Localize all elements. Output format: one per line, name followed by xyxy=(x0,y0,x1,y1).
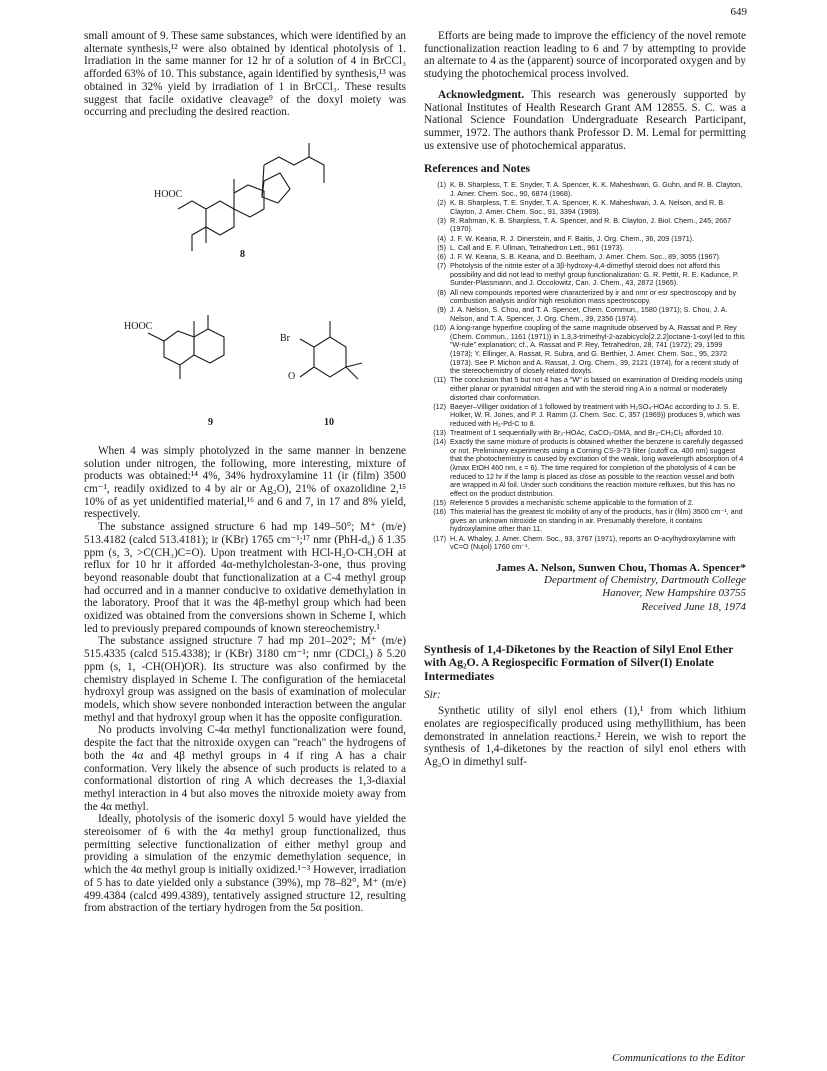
reference-text: Photolysis of the nitrite ester of a 3β-hydroxy-4,4-dimethyl steroid does not afford this possibility and did not lead to methyl group functionalization: G. R. Pettit, R. E. Kadunce, P. Sunder-Plassmann, and J. Occolowitz, Can. J. Chem., 43, 2872 (1965). xyxy=(450,261,739,288)
right-intro-paragraph: Efforts are being made to improve the efficiency of the novel remote functionalization reaction leading to 6 and 7 by attempting to provide an alternate to 4 as the (apparent) source of incorporated oxygen and by studying the photochemical process involved. xyxy=(424,30,746,81)
left-paragraph-2: The substance assigned structure 6 had mp 149–50°; M⁺ (m/e) 513.4182 (calcd 513.4181); ir (KBr) 1765 cm⁻¹;¹⁷ nmr (PhH-d₆) δ 1.35 ppm (s, 3, >C(CH₃)C=O). Upon treatment with HCl-H₂O-CH₃OH at reflux for 10 hr it afforded 4α-methylcholestan-3-one, thus proving beyond reasonable doubt that functionalization at a C-4 methyl group had occurred and in a manner conducive to oxidative demethylation in the laboratory. Proof that it was the 4β-methyl group which had been oxidized was obtained from the conversions shown in Scheme I, which led to previously prepared compounds of known stereochemistry.¹ xyxy=(84,521,406,635)
reference-item xyxy=(424,306,746,323)
article-title: Synthesis of 1,4-Diketones by the Reaction of Silyl Enol Ether with Ag₂O. A Regiospecific Formation of Silver(I) Enolate Intermediates xyxy=(424,641,734,683)
reference-text: Treatment of 1 sequentially with Br₂-HOAc, CaCO₃-DMA, and Br₂-CH₂Cl₂ afforded 10. xyxy=(450,428,724,438)
reference-item xyxy=(424,508,746,534)
reference-number: (17) xyxy=(433,533,446,543)
reference-number: (13) xyxy=(433,428,446,438)
compound-label-8: 8 xyxy=(240,248,245,260)
reference-text: The conclusion that 5 but not 4 has a "W" is based on examination of Dreiding models using either planar or pyramidal nitrogen and with the steroid ring A in a normal or moderately distorted chair conformation. xyxy=(450,375,743,402)
side-chain-8 xyxy=(264,157,324,183)
ring-d-8 xyxy=(262,173,290,203)
ring-c-8 xyxy=(234,185,264,217)
reference-number: (12) xyxy=(433,401,446,411)
left-paragraph-4: No products involving C-4α methyl functionalization were found, despite the fact that the nitroxide oxygen can "reach" the hydrogens of both the 4α and 4β methyl groups in 4 if ring A has a chair conformation. Very likely the absence of such products is related to a conformational distortion of ring A which decreases the 1,3-diaxial methyl interaction in 4 but also moves the nitroxide moiety away from the 4α methyl. xyxy=(84,724,406,813)
ring-9b xyxy=(194,329,224,363)
reference-number: (14) xyxy=(433,437,446,447)
ring-10 xyxy=(314,337,346,377)
reference-number: (5) xyxy=(437,242,446,252)
left-paragraph-3: The substance assigned structure 7 had mp 201–202°; M⁺ (m/e) 515.4335 (calcd 515.4338); ir (KBr) 3180 cm⁻¹; nmr (CDCl₃) δ 5.20 ppm (s, 1, -CH(OH)OR). Its structure was also confirmed by the chemistry displayed in Scheme I. The configuration of the hemiacetal hydroxyl group was assigned on the basis of examination of molecular models, which show severe nonbonded interaction between the angular methyl and that hydroxyl group when it has the opposite configuration. xyxy=(84,635,406,724)
reference-number: (7) xyxy=(437,261,446,271)
reference-text: All new compounds reported were characterized by ir and nmr or esr spectroscopy and by combustion analysis and/or high resolution mass spectroscopy. xyxy=(450,287,737,306)
structure-drawing xyxy=(84,121,406,441)
reference-text: H. A. Whaley, J. Amer. Chem. Soc., 93, 3767 (1971), reports an O-acylhydroxylamine with νC=O (Nujol) 1760 cm⁻¹. xyxy=(450,533,736,552)
reference-text: A long-range hyperfine coupling of the same magnitude observed by A. Rassat and P. Rey (Chem. Commun., 1161 (1971)) in 1,3,3-trimethyl-2-azabicyclo[2.2.2]octane-1-oxyl led to this "W-rule" explanation; cf., A. Rassat and P. Rey, Tetrahedron, 28, 741 (1972); 29, 1599 (1973); Y. Ellinger, A. Rassat, R. Subra, and G. Berthier, J. Amer. Chem. Soc., 95, 2372 (1973). See P. Michon and A. Rassat, J. Org. Chem., 39, 2121 (1974), for a recent study of the stereochemistry of closely related doxyls. xyxy=(450,323,745,376)
br-label: Br xyxy=(280,332,290,344)
ring-9a xyxy=(164,331,194,365)
salutation: Sir: xyxy=(424,689,441,702)
acknowledgment-heading: Acknowledgment. xyxy=(438,88,525,101)
left-paragraph-5: Ideally, photolysis of the isomeric doxyl 5 would have yielded the stereoisomer of 6 with the 4α methyl group functionalized, thus permitting selective functionalization of either methyl group and providing a simulation of the enzymic demethylation sequence, in which the 4α methyl group is initially oxidized.¹⁻³ However, irradiation of 5 has to date yielded only a substance (39%), mp 78–82°, M⁺ (m/e) 499.4384 (calcd 499.4389), tentatively assigned structure 12, resulting from abstraction of the tertiary hydrogen from the 5α position. xyxy=(84,813,406,915)
reference-item xyxy=(424,181,746,198)
reference-number: (9) xyxy=(437,305,446,315)
reference-number: (8) xyxy=(437,287,446,297)
reference-number: (2) xyxy=(437,198,446,208)
references-heading: References and Notes xyxy=(424,162,531,176)
acknowledgment-text: This research was generously supported by National Institutes of Health Research Grant AM 12855. S. C. was a National Science Foundation Undergraduate Research Participant, summer, 1972. The authors thank Professor D. M. Lemal for permitting us extensive use of photochemical apparatus. xyxy=(424,88,746,152)
reference-item xyxy=(424,217,746,234)
reference-item xyxy=(424,535,746,552)
hooc-label-8: HOOC xyxy=(154,188,183,200)
reference-text: R. Rahman, K. B. Sharpless, T. A. Spencer, and R. B. Clayton, J. Biol. Chem., 245, 2667 (1970). xyxy=(450,215,732,234)
hooc-label-9: HOOC xyxy=(124,320,153,332)
reference-number: (11) xyxy=(433,375,446,385)
left-paragraph-1: When 4 was simply photolyzed in the same manner in benzene solution under nitrogen, the following, more interesting, mixture of products was obtained:¹⁴ 4%, 34% hydroxylamine 11 (ir (film) 3500 cm⁻¹, readily oxidized to 4 by air or Ag₂O), 21% of oxazolidine 2,¹⁵ 10% of as yet unidentified material,¹⁶ and 6 and 7, in 17 and 8% yield, respectively. xyxy=(84,444,406,521)
reference-number: (10) xyxy=(433,323,446,333)
reference-text: L. Call and E. F. Ullman, Tetrahedron Lett., 961 (1973). xyxy=(450,242,625,252)
reference-item xyxy=(424,262,746,288)
reference-text: Reference 5 provides a mechanistic scheme applicable to the formation of 2. xyxy=(450,498,694,508)
left-column xyxy=(84,30,406,915)
reference-text: J. F. W. Keana, S. B. Keana, and D. Beetham, J. Amer. Chem. Soc., 89, 3055 (1967). xyxy=(450,252,721,262)
reference-item xyxy=(424,199,746,216)
compound-label-9: 9 xyxy=(208,416,213,428)
reference-number: (15) xyxy=(433,498,446,508)
reference-number: (6) xyxy=(437,252,446,262)
reference-item xyxy=(424,324,746,376)
received-date: Received June 18, 1974 xyxy=(641,600,746,613)
reference-text: Baeyer–Villiger oxidation of 1 followed by treatment with H₂SO₄-HOAc according to J. S. E. Holker, W. R. Jones, and P. J. Ramm (J. Chem. Soc. C, 357 (1969)) produces 9, which was reduced with H₂-Pd-C to 8. xyxy=(450,401,741,428)
page-footer: Communications to the Editor xyxy=(612,1052,745,1064)
reference-item xyxy=(424,376,746,402)
reference-number: (3) xyxy=(437,215,446,225)
o-label: O xyxy=(288,370,296,382)
references-list xyxy=(424,181,746,551)
author-names: James A. Nelson, Sunwen Chou, Thomas A. Spencer* xyxy=(495,561,746,574)
ring-b-8 xyxy=(206,201,234,235)
right-column xyxy=(424,30,746,769)
reference-number: (16) xyxy=(433,507,446,517)
reference-text: K. B. Sharpless, T. E. Snyder, T. A. Spencer, K. K. Maheshwari, J. A. Nelson, and R. B. Clayton, J. Amer. Chem. Soc., 91, 3394 (1969). xyxy=(450,198,725,216)
page-number: 649 xyxy=(730,6,747,18)
chemical-structures xyxy=(84,121,406,441)
compound-label-10: 10 xyxy=(324,416,334,428)
reference-item xyxy=(424,438,746,498)
reference-item xyxy=(424,289,746,306)
article-body-paragraph: Synthetic utility of silyl enol ethers (1),¹ from which lithium enolates are regiospecifically produced using methyllithium, has been demonstrated in annelation reactions.² Herein, we wish to report the synthesis of 1,4-diketones by the reaction of silyl enol ethers with Ag₂O in dimethyl sulf- xyxy=(424,705,746,769)
affiliation-location: Hanover, New Hampshire 03755 xyxy=(602,586,746,599)
reference-number: (4) xyxy=(437,233,446,243)
affiliation-department: Department of Chemistry, Dartmouth College xyxy=(544,573,746,586)
reference-text: This material has the greatest tlc mobility of any of the products, has ir (film) 3500 cm⁻¹, and gives an unknown nitroxide on standing in air. Presumably therefore, it contains hydroxylamine other than 11. xyxy=(450,507,743,534)
reference-text: J. A. Nelson, S. Chou, and T. A. Spencer, Chem. Commun., 1580 (1971); S. Chou, J. A. Nelson, and T. A. Spencer, J. Org. Chem., 39, 2356 (1974). xyxy=(450,305,728,323)
reference-text: J. F. W. Keana, R. J. Dinerstein, and F. Baitis, J. Org. Chem., 36, 209 (1971). xyxy=(450,233,695,243)
reference-text: Exactly the same mixture of products is obtained whether the benzene is carefully degassed or not. Preliminary experiments using a Corning CS-3-73 filter (cutoff ca. 400 nm) suggest that the photochemistry is caused by excitation of the weak, long wavelength absorption of 4 (λmax EtOH 460 nm, ε = 6). The time required for completion of the photolysis of 4 can be reduced to 12 hr if the lamp is placed as close as possible to the reaction vessel and both are wrapped in Al foil. Under such conditions the reaction mixture refluxes, but this has no effect on the product distribution. xyxy=(450,437,744,498)
reference-number: (1) xyxy=(437,180,446,190)
reference-item xyxy=(424,403,746,429)
acknowledgment-paragraph xyxy=(424,89,746,153)
left-top-paragraph: small amount of 9. These same substances, which were identified by an alternate synthesis,¹² were also obtained by identical photolysis of 1. Irradiation in the same manner for 12 hr of a solution of 4 in BrCCl₃ afforded 63% of 10. This substance, again identified by synthesis,¹³ was obtained in 32% yield by irradiation of 1 in BrCCl₃. These results suggest that facile oxidative cleavage⁹ of the doxyl moiety was occurring and precluding the desired reaction. xyxy=(84,30,406,119)
reference-text: K. B. Sharpless, T. E. Snyder, T. A. Spencer, K. K. Maheshwari, G. Guhn, and R. B. Clayton, J. Amer. Chem. Soc., 90, 6874 (1968). xyxy=(450,180,743,198)
